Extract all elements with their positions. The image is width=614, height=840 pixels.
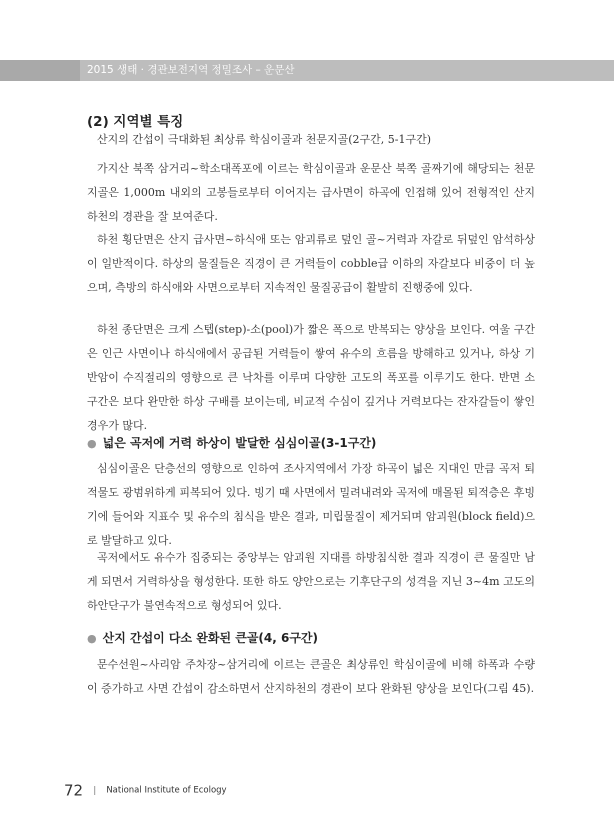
paragraph-valley-center: 곡저에서도 유수가 집중되는 중앙부는 암괴원 지대를 하방침식한 결과 직경이 큰 물질만 남게 되면서 거력하상을 형성한다. 또한 하도 양안으로는 기후단구의 성격을 지닌 3~4m 고도의 하안단구가 불연속적으로 형성되어 있다. bbox=[87, 551, 535, 612]
subheading-simsimi-text: 넓은 곡저에 거력 하상이 발달한 심심이골(3-1구간) bbox=[102, 436, 377, 450]
bullet-icon: ● bbox=[87, 632, 97, 645]
subheading-keungol-text: 산지 간섭이 다소 완화된 큰골(4, 6구간) bbox=[102, 631, 319, 645]
paragraph-simsimi-valley: 심심이골은 단층선의 영향으로 인하여 조사지역에서 가장 하곡이 넓은 지대인 만큼 곡저 퇴적물도 광범위하게 피복되어 있다. 빙기 때 사면에서 밀려내려와 곡저에 매몰된 퇴적층은 후빙기에 들어와 지표수 및 유수의 침식을 받은 결과, 미립물질이 제거되며 암괴원(block field)으로 발달하고 있다. bbox=[87, 462, 535, 547]
footer-separator: | bbox=[93, 785, 97, 796]
paragraph-intro: 산지의 간섭이 극대화된 최상류 학심이골과 천문지골(2구간, 5-1구간) bbox=[97, 133, 432, 146]
paragraph-keungol: 문수선원~사리암 주차장~삼거리에 이르는 큰골은 최상류인 학심이골에 비해 하폭과 수량이 증가하고 사면 간섭이 감소하면서 산지하천의 경관이 보다 완화된 양상을 보인다(그림 45). bbox=[87, 658, 535, 695]
section-heading: (2) 지역별 특징 bbox=[87, 114, 184, 130]
running-header-title: 2015 생태 · 경관보전지역 정밀조사 – 운문산 bbox=[87, 64, 295, 76]
page-footer bbox=[64, 780, 227, 800]
page-number: 72 bbox=[64, 781, 84, 800]
paragraph-hakshim-description: 가지산 북쪽 삼거리~학소대폭포에 이르는 학심이골과 운문산 북쪽 골짜기에 해당되는 천문지골은 1,000m 내외의 고봉들로부터 이어지는 급사면이 하곡에 인접해 있어 전형적인 산지하천의 경관을 잘 보여준다. bbox=[87, 162, 535, 223]
header-accent-block bbox=[0, 60, 80, 81]
bullet-icon: ● bbox=[87, 437, 97, 450]
header-bar bbox=[0, 60, 614, 81]
subheading-simsimi bbox=[87, 434, 376, 451]
institute-name: National Institute of Ecology bbox=[106, 785, 227, 796]
paragraph-longitudinal-section: 하천 종단면은 크게 스텝(step)-소(pool)가 짧은 폭으로 반복되는 양상을 보인다. 여울 구간은 인근 사면이나 하식애에서 공급된 거력들이 쌓여 유수의 흐름을 방해하고 있거나, 하상 기반암이 수직절리의 영향으로 큰 낙차를 이루며 다양한 고도의 폭포를 이루기도 한다. 반면 소 구간은 보다 완만한 하상 구배를 보이는데, 비교적 수심이 깊거나 거력보다는 잔자갈들이 쌓인 경우가 많다. bbox=[87, 323, 535, 432]
paragraph-cross-section: 하천 횡단면은 산지 급사면~하식애 또는 암괴류로 덮인 골~거력과 자갈로 뒤덮인 암석하상이 일반적이다. 하상의 물질들은 직경이 큰 거력들이 cobble급 이하의 자갈보다 비중이 더 높으며, 측방의 하식애와 사면으로부터 지속적인 물질공급이 활발히 진행중에 있다. bbox=[87, 233, 535, 294]
subheading-keungol bbox=[87, 629, 318, 646]
